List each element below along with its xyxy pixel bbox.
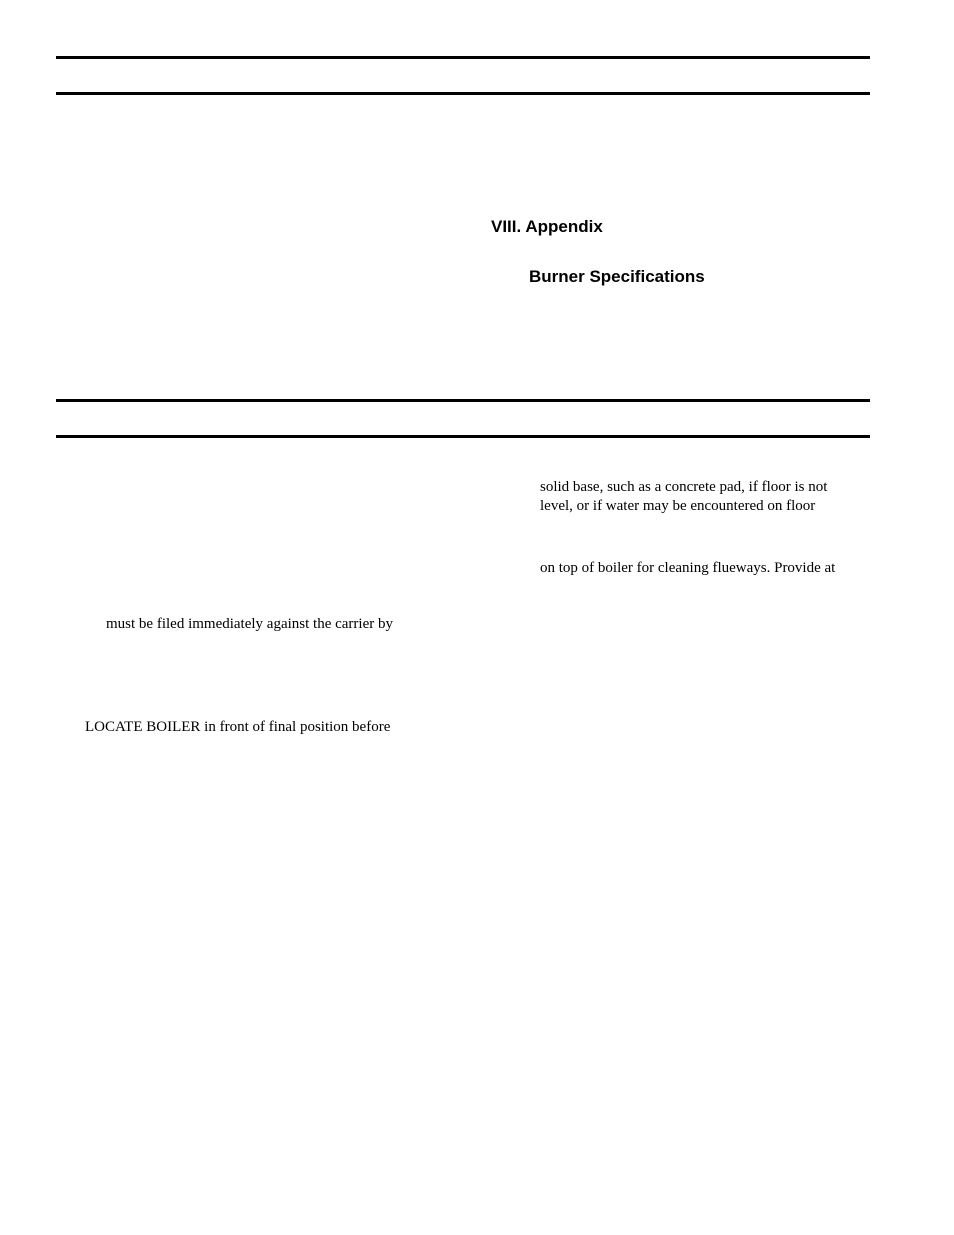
header-bottom-rule [56, 92, 870, 95]
left-column-line: must be filed immediately against the carrier by [106, 616, 393, 632]
content-bottom-rule [56, 435, 870, 438]
right-column-line: solid base, such as a concrete pad, if floor is not [540, 479, 828, 495]
right-column-line: level, or if water may be encountered on floor [540, 498, 816, 514]
left-column-line: LOCATE BOILER in front of final position before [85, 719, 391, 735]
section-title: VIII. Appendix [491, 217, 603, 236]
section-subtitle: Burner Specifications [529, 267, 705, 286]
content-top-rule [56, 399, 870, 402]
header-top-rule [56, 56, 870, 59]
right-column-line: on top of boiler for cleaning flueways. Provide at [540, 560, 836, 576]
